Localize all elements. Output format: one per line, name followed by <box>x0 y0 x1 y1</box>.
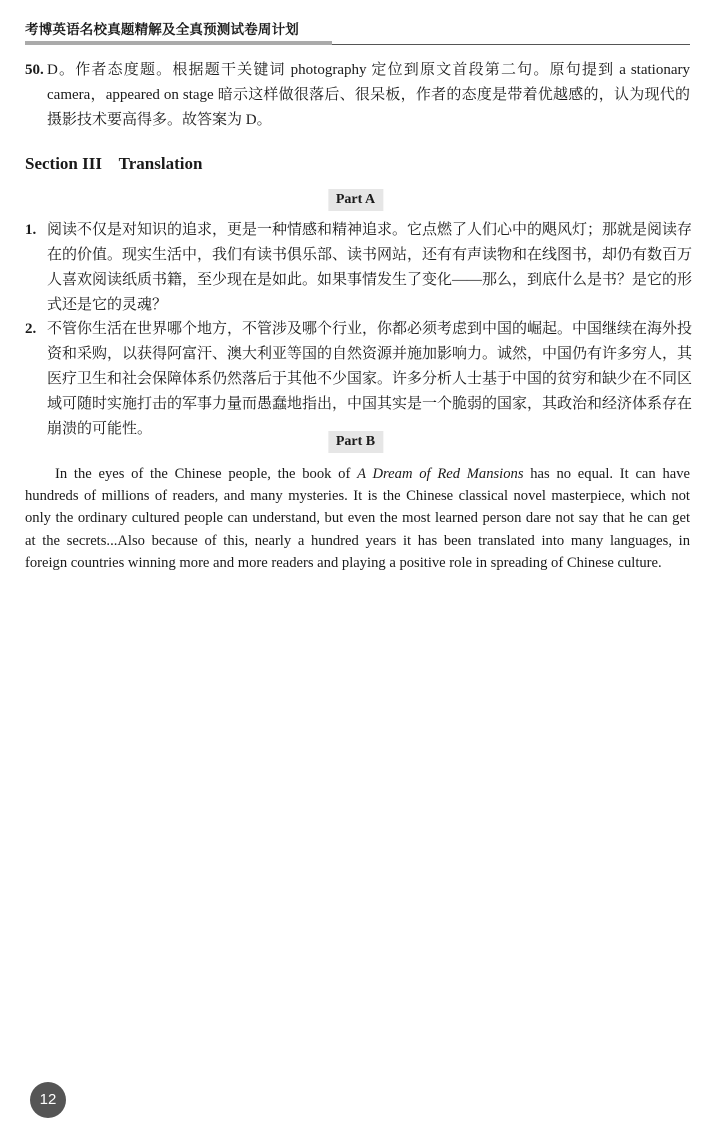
translation-item-1 <box>25 218 693 318</box>
part-b-label: Part B <box>328 431 383 453</box>
section-title: Section III Translation <box>25 154 203 173</box>
header-accent-bar <box>25 41 332 45</box>
text-line: D。作者态度题。根据题干关键词 photography 定位到原文首段第二句。原句提到 a stationary <box>47 62 690 78</box>
page-number: 12 <box>30 1082 66 1118</box>
text-line: 阅读不仅是对知识的追求，更是一种情感和精神追求。它点燃了人们心中的飓风灯；那就是阅读存 <box>47 222 693 238</box>
item-text <box>25 317 693 442</box>
text-line: 医疗卫生和社会保障体系仍然落后于其他不少国家。许多分析人士基于中国的贫穷和缺少在不同区 <box>47 371 693 387</box>
answer-number: 50. <box>25 62 44 78</box>
text-line: foreign countries winning more and more readers and playing a positive role in spreading of Chinese culture. <box>25 554 662 571</box>
item-number: 2. <box>25 321 37 337</box>
item-number: 1. <box>25 222 37 238</box>
item-text <box>25 218 693 318</box>
paragraph-line <box>25 463 690 485</box>
text-line: 资和采购，以获得阿富汗、澳大利亚等国的自然资源并施加影响力。诚然，中国仍有许多穷人，其 <box>47 346 693 362</box>
book-title-italic: A Dream of Red Mansions <box>357 466 524 482</box>
answer-50 <box>25 58 690 133</box>
text-line: 人喜欢阅读纸质书籍，至少现在是如此。如果事情发生了变化——那么，到底什么是书？是它的形 <box>47 272 693 288</box>
text-line: 崩溃的可能性。 <box>47 421 153 437</box>
text-line: 不管你生活在世界哪个地方，不管涉及哪个行业，你都必须考虑到中国的崛起。中国继续在海外投 <box>47 321 693 337</box>
text-line: 在的价值。现实生活中，我们有读书俱乐部、读书网站，还有有声读物和在线图书，却仍有数百万 <box>47 247 693 263</box>
book-title: 考博英语名校真题精解及全真预测试卷周计划 <box>25 22 299 38</box>
translation-item-2 <box>25 317 693 442</box>
answer-text <box>25 58 690 133</box>
text-line: 域可随时实施打击的军事力量而愚蠢地指出，中国其实是一个脆弱的国家，其政治和经济体系存在 <box>47 396 693 412</box>
running-header <box>25 20 690 45</box>
part-b-paragraph <box>25 463 690 574</box>
text-line: camera，appeared on stage 暗示这样做很落后、很呆板，作者的态度是带着优越感的，认为现代的 <box>47 87 690 103</box>
text: In the eyes of the Chinese people, the book of <box>55 466 358 482</box>
text-line: 摄影技术要高得多。故答案为 D。 <box>47 112 272 128</box>
text-line: hundreds of millions of readers, and many mysteries. It is the Chinese classical novel masterpiece, which not <box>25 488 690 505</box>
text: has no equal. It can have <box>523 466 690 482</box>
text-line: 式还是它的灵魂？ <box>47 297 168 313</box>
text-line: only the ordinary cultured people can understand, but even the most learned person dare not say that he can get <box>25 510 690 527</box>
text-line: at the secrets...Also because of this, nearly a hundred years it has been translated into many languages, in <box>25 532 690 549</box>
part-a-label: Part A <box>328 189 383 211</box>
